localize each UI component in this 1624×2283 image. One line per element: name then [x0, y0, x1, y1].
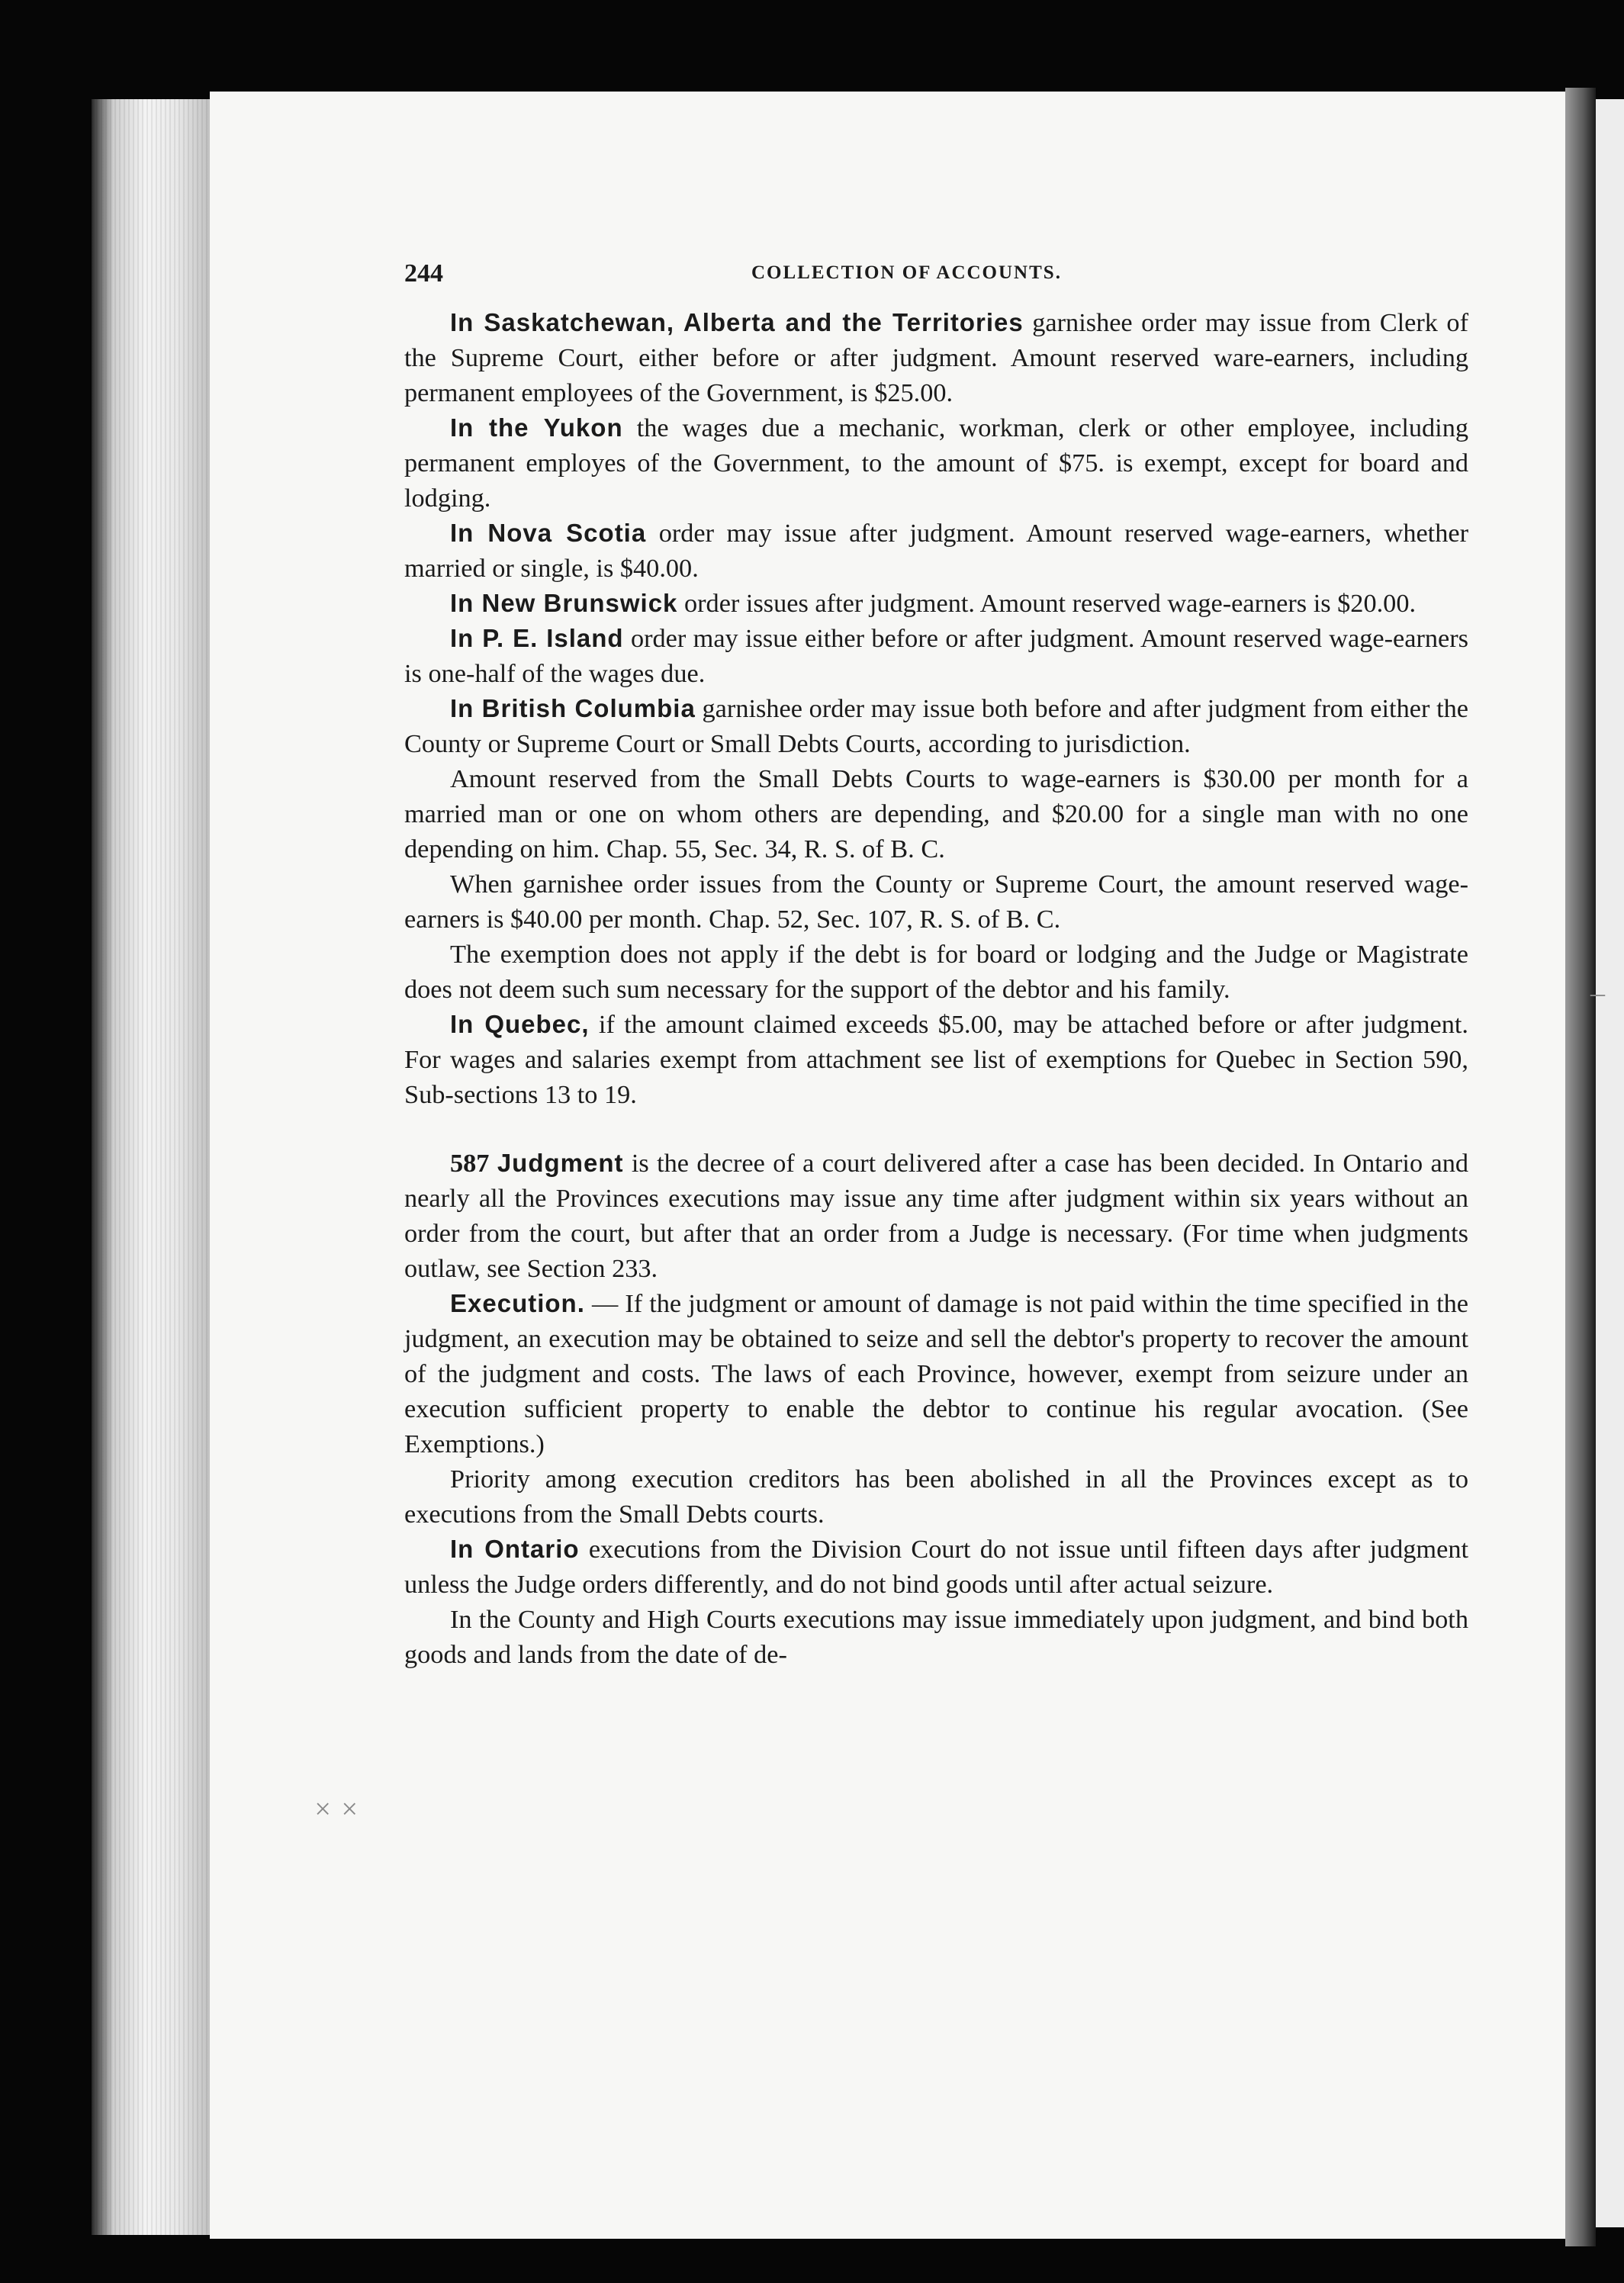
paragraph-text: The exemption does not apply if the debt is for board or lodging and the Judge or Magistrate does not deem such sum necessary for the support of the debtor and his family.	[404, 940, 1468, 1004]
paragraph	[404, 621, 1468, 691]
paragraph-text: Priority among execution creditors has been abolished in all the Provinces except as to executions from the Small Debts courts.	[404, 1465, 1468, 1529]
paragraph-text: — If the judgment or amount of damage is not paid within the time specified in the judgment, an execution may be obtained to seize and sell the debtor's property to recover the amount of the judgment and costs. The laws of each Province, however, exempt from seizure under an execution sufficient property to enable the debtor to continue his regular avocation. (See Exemptions.)	[404, 1289, 1468, 1458]
paragraph	[404, 1286, 1468, 1461]
paragraph-heading: In P. E. Island	[450, 624, 624, 652]
paragraph	[404, 1532, 1468, 1602]
paragraph-heading: Execution.	[450, 1289, 585, 1317]
book-gutter	[1565, 88, 1596, 2246]
paragraph-text: When garnishee order issues from the County or Supreme Court, the amount reserved wage-earners is $40.00 per month. Chap. 52, Sec. 107, R. S. of B. C.	[404, 870, 1468, 934]
paragraph	[404, 1602, 1468, 1672]
running-title: COLLECTION OF ACCOUNTS.	[751, 262, 1062, 283]
paragraph-text: the wages due a mechanic, workman, clerk or other employee, including permanent employes of the Government, to the amount of $75. is exempt, except for board and lodging.	[404, 413, 1468, 513]
facing-page-edge	[1596, 99, 1624, 2227]
paragraph-text: Amount reserved from the Small Debts Courts to wage-earners is $30.00 per month for a married man or one on whom others are depending, and $20.00 for a single man with no one depending on him. Chap. 55, Sec. 34, R. S. of B. C.	[404, 764, 1468, 863]
paragraph-heading: In Nova Scotia	[450, 519, 647, 547]
paragraph-text: garnishee order may issue both before and after judgment from either the County or Supreme Court or Small Debts Courts, according to jurisdiction.	[404, 694, 1468, 758]
paragraph	[404, 305, 1468, 410]
paragraph-text: order may issue after judgment. Amount reserved wage-earners, whether married or single, is $40.00.	[404, 519, 1469, 583]
paragraph-heading: In Ontario	[450, 1535, 580, 1563]
paragraph	[404, 937, 1468, 1007]
paragraph-text: garnishee order may issue from Clerk of the Supreme Court, either before or after judgment. Amount reserved ware-earners, including permanent employees of the Government, is $25.00.	[404, 308, 1468, 407]
paragraph	[404, 586, 1468, 621]
paragraph-heading: In Saskatchewan, Alberta and the Territories	[450, 308, 1024, 336]
paragraph	[404, 867, 1468, 937]
paragraph-heading: In New Brunswick	[450, 589, 678, 617]
paragraph-heading: In Quebec,	[450, 1010, 590, 1038]
paragraph-heading: In the Yukon	[450, 413, 623, 442]
paragraph	[404, 691, 1468, 761]
page-text	[404, 259, 1468, 1672]
pencil-mark: –	[1590, 977, 1605, 1009]
page-number: 244	[404, 259, 443, 288]
section-number: 587	[450, 1149, 490, 1178]
page-header	[404, 259, 1468, 305]
section-text: is the decree of a court delivered after a case has been decided. In Ontario and nearly all the Provinces executions may issue any time after judgment within six years without an order from the court, but after that an order from a Judge is necessary. (For time when judgments outlaw, see Section 233.	[404, 1149, 1468, 1283]
paragraph-text: order issues after judgment. Amount reserved wage-earners is $20.00.	[677, 589, 1417, 618]
paragraph-text: order may issue either before or after judgment. Amount reserved wage-earners is one-half of the wages due.	[404, 624, 1469, 688]
page-stack-edge	[92, 99, 214, 2235]
paragraph	[404, 516, 1468, 586]
paragraph	[404, 1007, 1468, 1112]
paragraph-heading: In British Columbia	[450, 694, 696, 722]
paragraph	[404, 761, 1468, 867]
paragraph-text: In the County and High Courts executions may issue immediately upon judgment, and bind both goods and lands from the date of de-	[404, 1605, 1468, 1669]
section-heading: Judgment	[497, 1149, 624, 1177]
paragraph	[404, 410, 1468, 516]
paragraph-text: if the amount claimed exceeds $5.00, may be attached before or after judgment. For wages and salaries exempt from attachment see list of exemptions for Quebec in Section 590, Sub-sections 13 to 19.	[404, 1010, 1468, 1109]
pencil-mark: × ×	[313, 1793, 359, 1825]
paragraph-text: executions from the Division Court do not issue until fifteen days after judgment unless the Judge orders differently, and do not bind goods until after actual seizure.	[404, 1535, 1468, 1599]
section-paragraph	[404, 1146, 1468, 1286]
paragraph	[404, 1461, 1468, 1532]
